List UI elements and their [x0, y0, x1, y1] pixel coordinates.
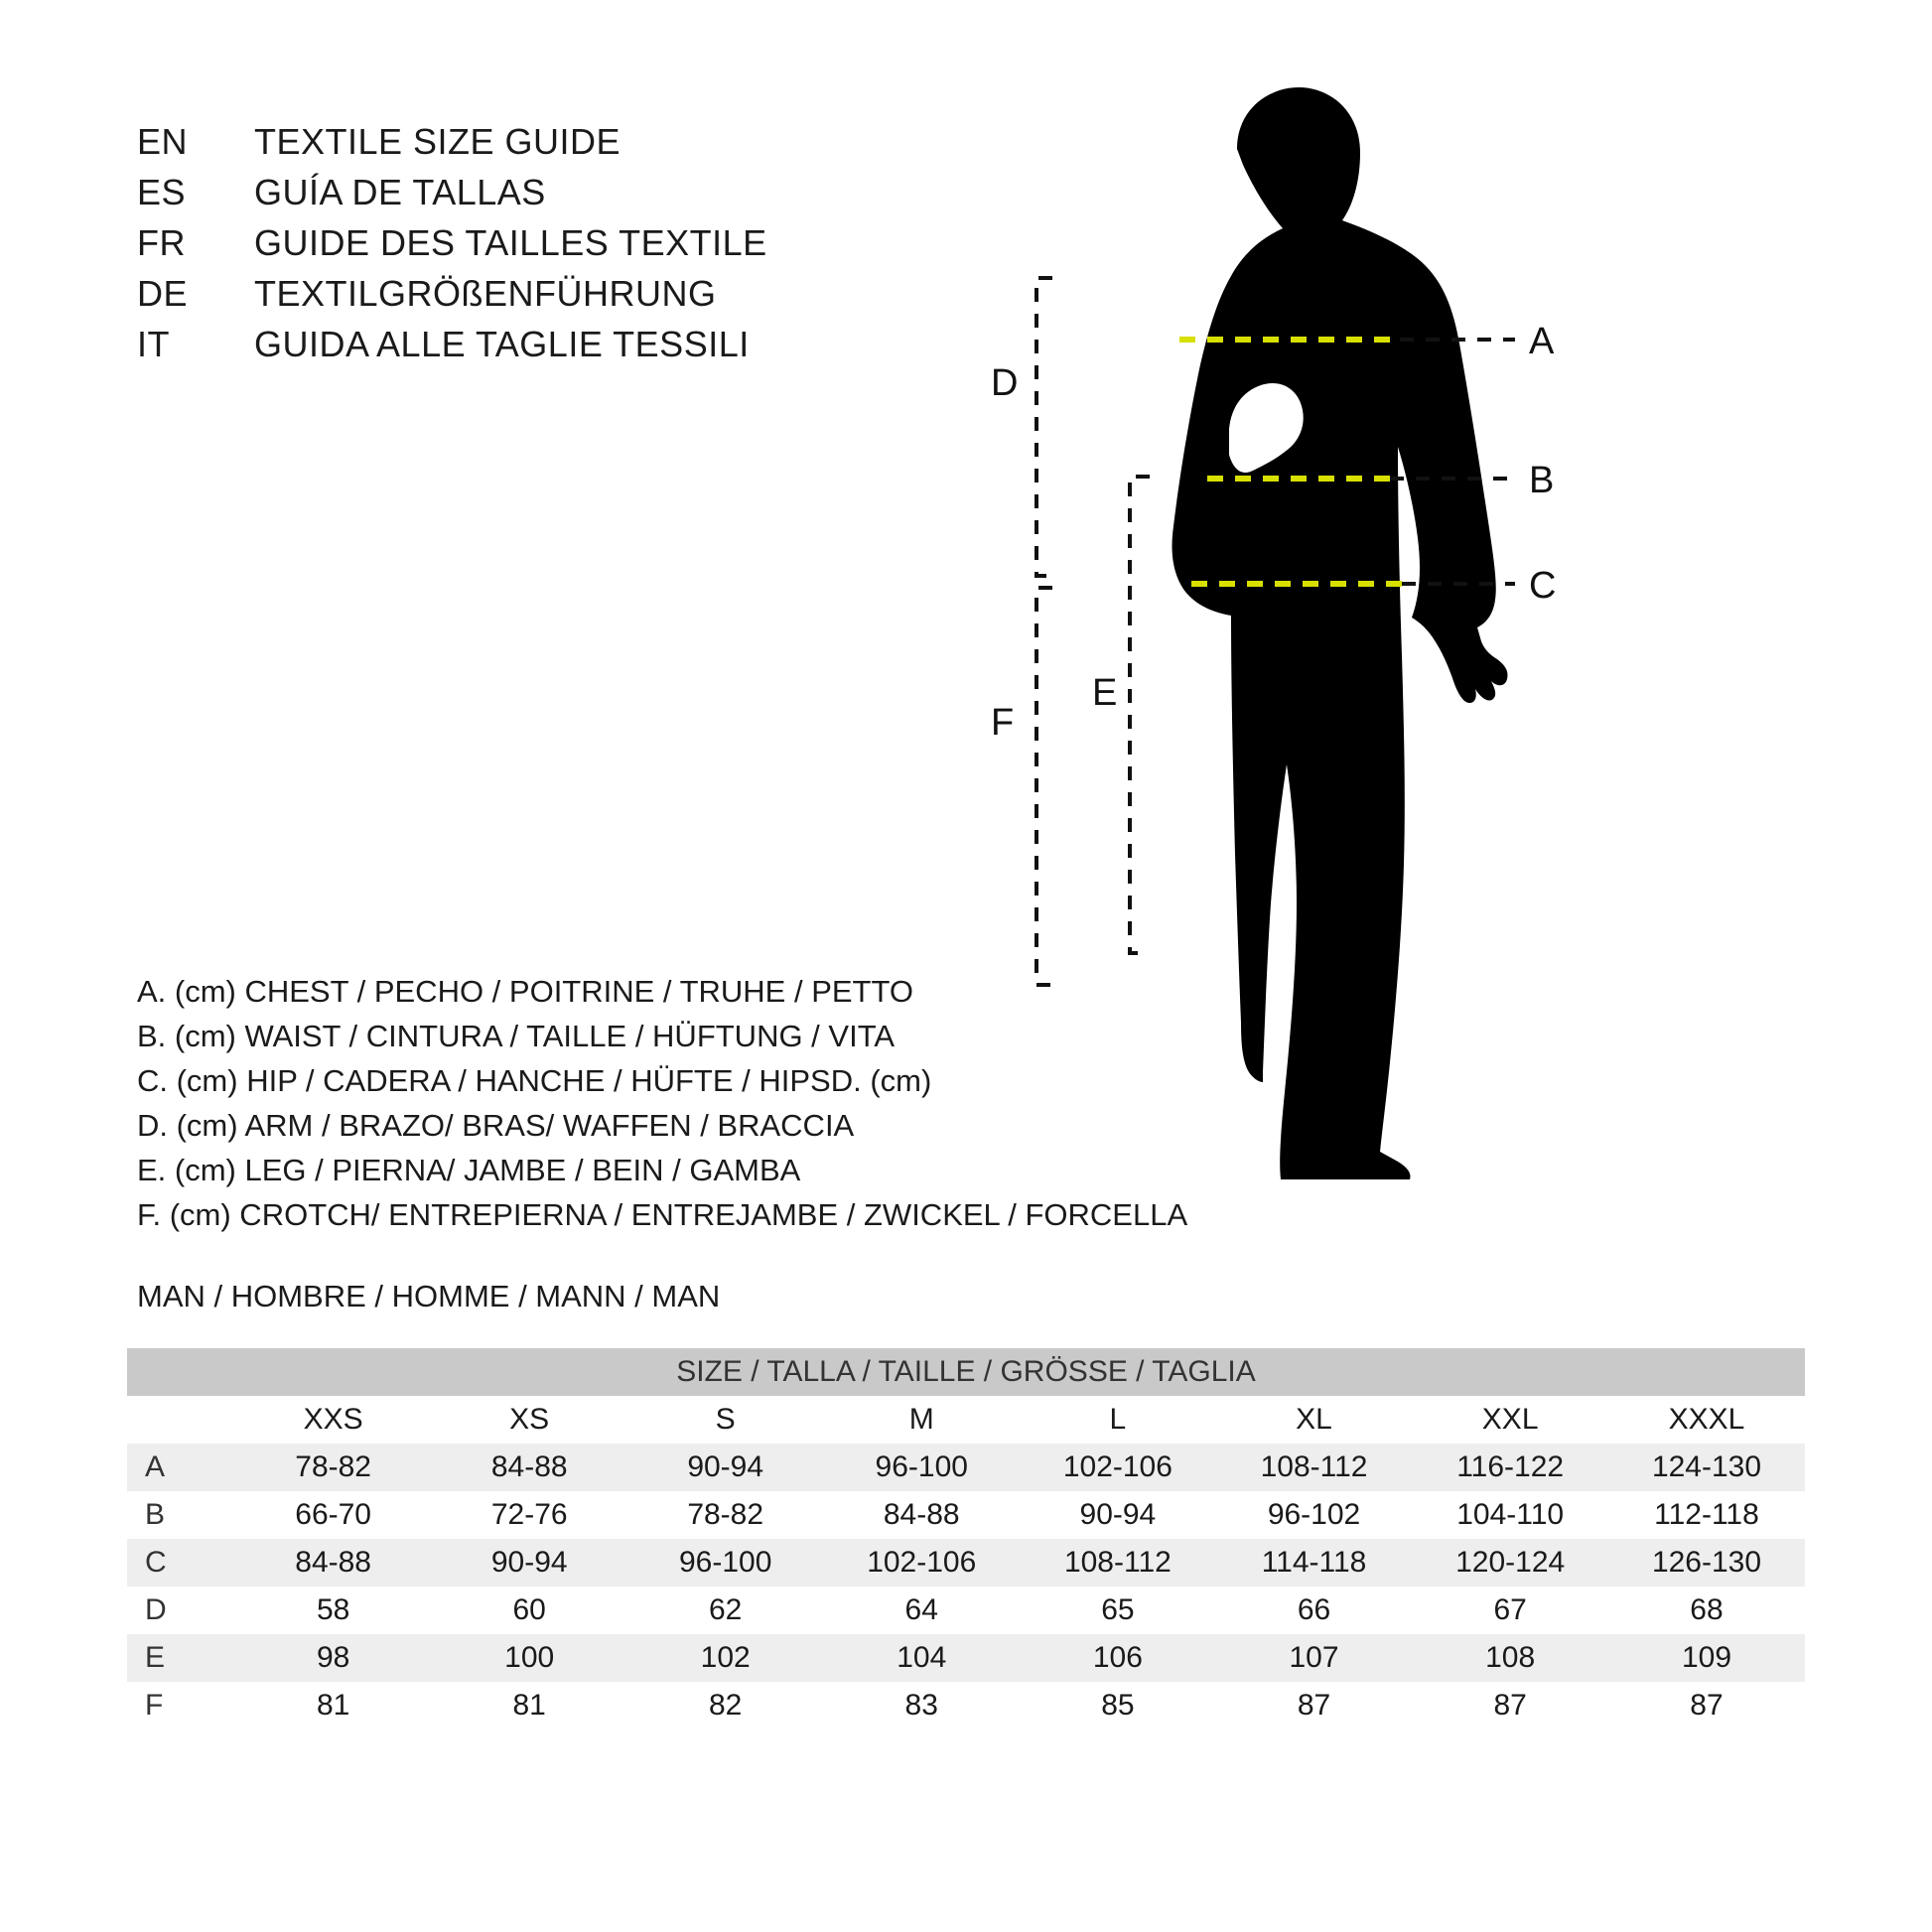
legend-item-b: B. (cm) WAIST / CINTURA / TAILLE / HÜFTUNG / VITA — [137, 1019, 896, 1053]
table-header-corner — [127, 1396, 235, 1444]
table-header-xxs: XXS — [235, 1396, 432, 1444]
cell-c-m: 102-106 — [823, 1539, 1020, 1587]
cell-d-xl: 66 — [1216, 1587, 1413, 1634]
language-code-de: DE — [137, 273, 189, 314]
size-table-wrapper — [127, 1348, 1805, 1729]
cell-a-xs: 84-88 — [431, 1444, 626, 1491]
language-code-fr: FR — [137, 222, 186, 263]
legend-item-d: D. (cm) ARM / BRAZO/ BRAS/ WAFFEN / BRACCIA — [137, 1108, 855, 1143]
table-header-xxxl: XXXL — [1608, 1396, 1805, 1444]
cell-d-l: 65 — [1020, 1587, 1216, 1634]
table-row — [127, 1539, 1805, 1587]
table-row — [127, 1491, 1805, 1539]
cell-e-xs: 100 — [431, 1634, 626, 1682]
cell-f-xl: 87 — [1216, 1682, 1413, 1729]
cell-a-s: 90-94 — [627, 1444, 823, 1491]
marker-label-e: E — [1092, 672, 1118, 714]
language-row-fr — [137, 222, 767, 273]
table-row — [127, 1682, 1805, 1729]
language-row-en — [137, 121, 767, 172]
cell-e-xxxl: 109 — [1608, 1634, 1805, 1682]
legend-item-a: A. (cm) CHEST / PECHO / POITRINE / TRUHE / PETTO — [137, 974, 913, 1009]
cell-d-xxl: 67 — [1412, 1587, 1608, 1634]
table-header-xs: XS — [431, 1396, 626, 1444]
measurement-legend — [137, 969, 1187, 1237]
size-table — [127, 1348, 1805, 1729]
row-label-a: A — [127, 1444, 235, 1491]
cell-b-l: 90-94 — [1020, 1491, 1216, 1539]
cell-b-xs: 72-76 — [431, 1491, 626, 1539]
cell-b-xxxl: 112-118 — [1608, 1491, 1805, 1539]
cell-d-xxs: 58 — [235, 1587, 432, 1634]
cell-b-xxl: 104-110 — [1412, 1491, 1608, 1539]
cell-c-xxl: 120-124 — [1412, 1539, 1608, 1587]
cell-b-s: 78-82 — [627, 1491, 823, 1539]
cell-d-m: 64 — [823, 1587, 1020, 1634]
table-row — [127, 1444, 1805, 1491]
cell-a-xl: 108-112 — [1216, 1444, 1413, 1491]
language-row-it — [137, 324, 767, 374]
cell-a-xxxl: 124-130 — [1608, 1444, 1805, 1491]
cell-c-s: 96-100 — [627, 1539, 823, 1587]
cell-c-xxxl: 126-130 — [1608, 1539, 1805, 1587]
table-header-l: L — [1020, 1396, 1216, 1444]
cell-b-m: 84-88 — [823, 1491, 1020, 1539]
row-label-b: B — [127, 1491, 235, 1539]
table-row — [127, 1587, 1805, 1634]
cell-b-xxs: 66-70 — [235, 1491, 432, 1539]
cell-c-l: 108-112 — [1020, 1539, 1216, 1587]
language-title-fr: GUIDE DES TAILLES TEXTILE — [254, 222, 767, 263]
cell-e-s: 102 — [627, 1634, 823, 1682]
cell-e-l: 106 — [1020, 1634, 1216, 1682]
cell-a-xxl: 116-122 — [1412, 1444, 1608, 1491]
table-header-s: S — [627, 1396, 823, 1444]
row-label-c: C — [127, 1539, 235, 1587]
cell-d-xxxl: 68 — [1608, 1587, 1805, 1634]
language-code-es: ES — [137, 172, 187, 212]
cell-f-xxxl: 87 — [1608, 1682, 1805, 1729]
gender-label: MAN / HOMBRE / HOMME / MANN / MAN — [137, 1279, 721, 1313]
cell-e-m: 104 — [823, 1634, 1020, 1682]
marker-label-b: B — [1529, 460, 1555, 501]
cell-a-l: 102-106 — [1020, 1444, 1216, 1491]
marker-label-f: F — [991, 702, 1015, 744]
language-row-de — [137, 273, 767, 324]
cell-f-xs: 81 — [431, 1682, 626, 1729]
legend-item-f: F. (cm) CROTCH/ ENTREPIERNA / ENTREJAMBE / ZWICKEL / FORCELLA — [137, 1197, 1188, 1232]
cell-e-xxs: 98 — [235, 1634, 432, 1682]
cell-d-s: 62 — [627, 1587, 823, 1634]
cell-d-xs: 60 — [431, 1587, 626, 1634]
language-code-it: IT — [137, 324, 170, 364]
cell-a-m: 96-100 — [823, 1444, 1020, 1491]
cell-e-xl: 107 — [1216, 1634, 1413, 1682]
cell-f-s: 82 — [627, 1682, 823, 1729]
cell-e-xxl: 108 — [1412, 1634, 1608, 1682]
language-code-en: EN — [137, 121, 189, 162]
row-label-f: F — [127, 1682, 235, 1729]
language-title-it: GUIDA ALLE TAGLIE TESSILI — [254, 324, 750, 364]
cell-c-xxs: 84-88 — [235, 1539, 432, 1587]
body-measurement-diagram — [991, 79, 1886, 1251]
table-header-row — [127, 1396, 1805, 1444]
cell-c-xl: 114-118 — [1216, 1539, 1413, 1587]
cell-f-xxs: 81 — [235, 1682, 432, 1729]
table-header-xl: XL — [1216, 1396, 1413, 1444]
row-label-d: D — [127, 1587, 235, 1634]
cell-f-m: 83 — [823, 1682, 1020, 1729]
table-header-m: M — [823, 1396, 1020, 1444]
language-title-de: TEXTILGRÖßENFÜHRUNG — [254, 273, 717, 314]
table-band-title: SIZE / TALLA / TAILLE / GRÖSSE / TAGLIA — [127, 1348, 1805, 1396]
language-row-es — [137, 172, 767, 222]
male-silhouette-icon — [1173, 87, 1508, 1179]
cell-a-xxs: 78-82 — [235, 1444, 432, 1491]
marker-label-c: C — [1529, 565, 1557, 607]
language-title-en: TEXTILE SIZE GUIDE — [254, 121, 621, 162]
marker-label-a: A — [1529, 321, 1555, 362]
table-band-header — [127, 1348, 1805, 1396]
cell-b-xl: 96-102 — [1216, 1491, 1413, 1539]
table-header-xxl: XXL — [1412, 1396, 1608, 1444]
legend-item-e: E. (cm) LEG / PIERNA/ JAMBE / BEIN / GAMBA — [137, 1153, 801, 1187]
language-title-es: GUÍA DE TALLAS — [254, 172, 546, 212]
cell-f-xxl: 87 — [1412, 1682, 1608, 1729]
cell-f-l: 85 — [1020, 1682, 1216, 1729]
marker-label-d: D — [991, 362, 1019, 404]
cell-c-xs: 90-94 — [431, 1539, 626, 1587]
row-label-e: E — [127, 1634, 235, 1682]
legend-item-c: C. (cm) HIP / CADERA / HANCHE / HÜFTE / HIPSD. (cm) — [137, 1063, 932, 1098]
language-title-block — [137, 121, 767, 374]
table-row — [127, 1634, 1805, 1682]
